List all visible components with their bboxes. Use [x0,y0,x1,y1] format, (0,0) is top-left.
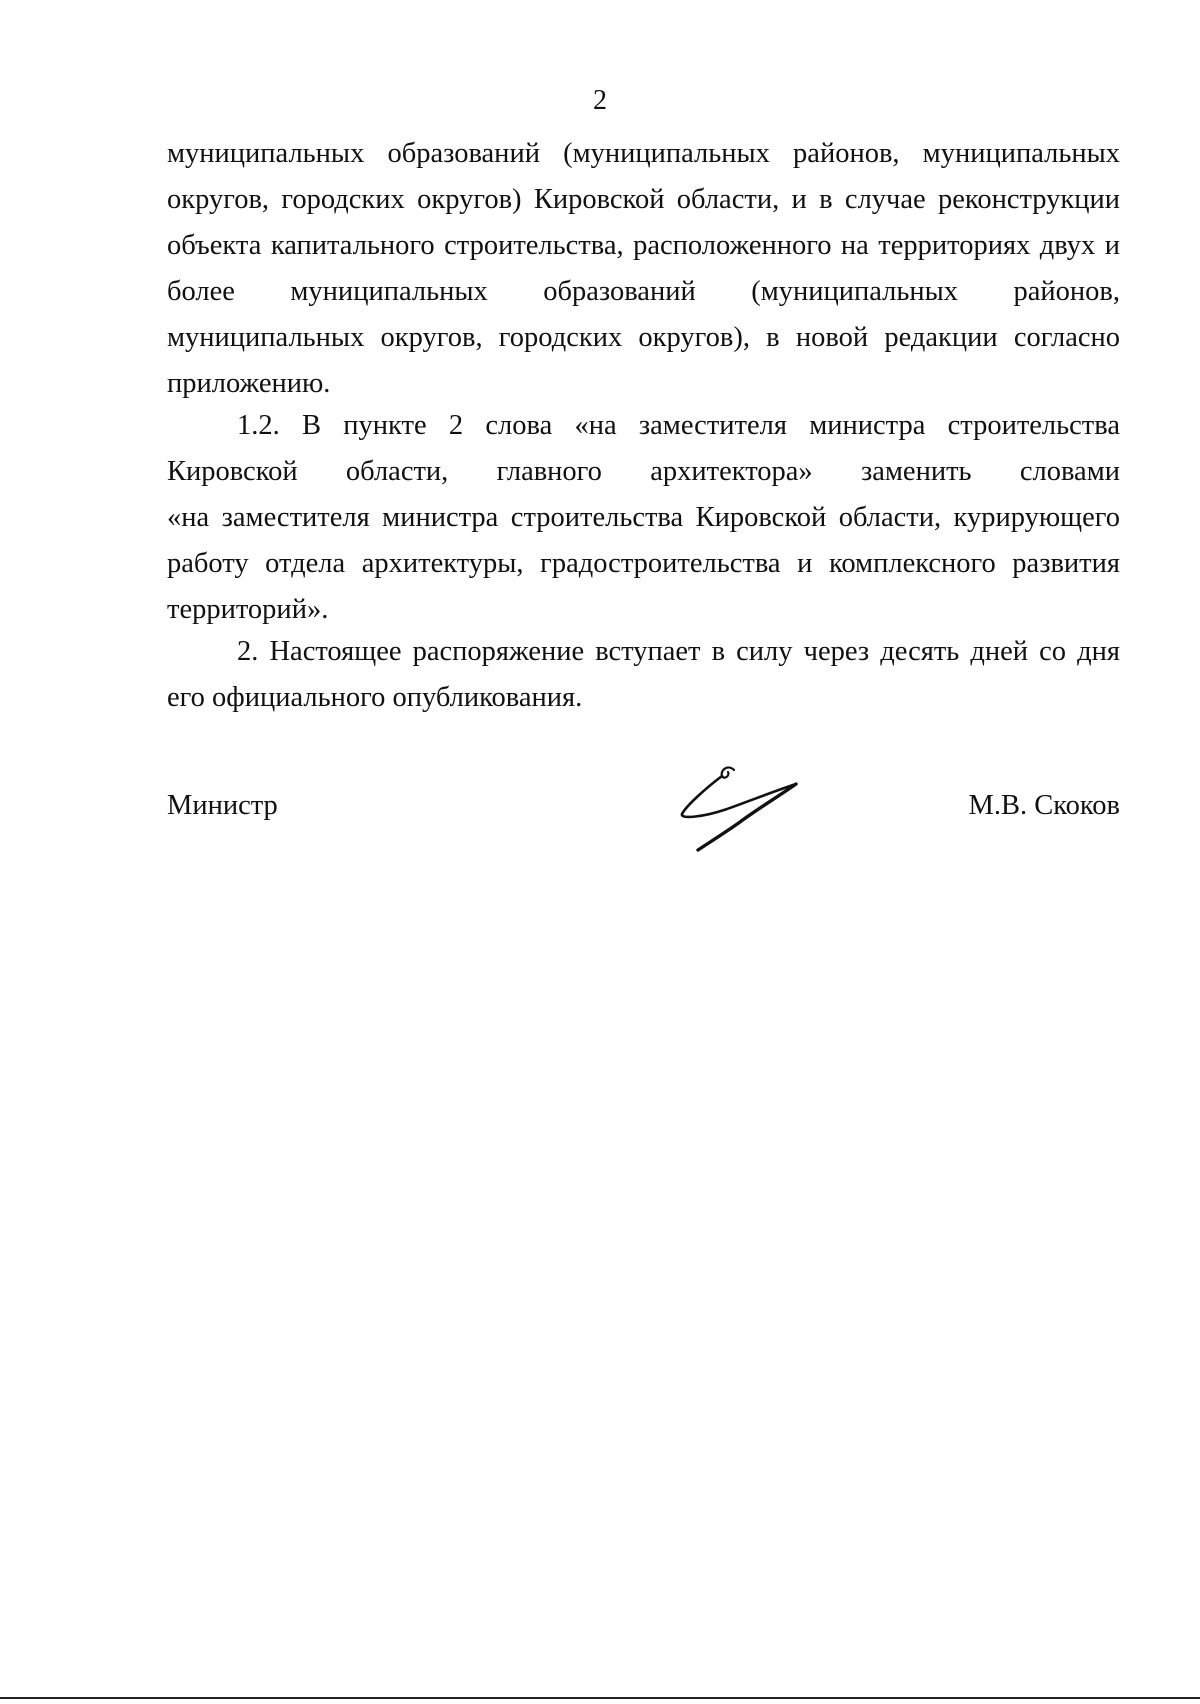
paragraph-2-line: работу отдела архитектуры, градостроительства и комплексного развития [167,548,1120,579]
paragraph-2-line: «на заместителя министра строительства Кировской области, курирующего [167,502,1120,533]
signatory-title: Министр [167,790,278,821]
paragraph-3-line: 2. Настоящее распоряжение вступает в силу через десять дней со дня [237,636,1120,667]
paragraph-2-line: 1.2. В пункте 2 слова «на заместителя министра строительства [237,410,1120,441]
paragraph-1-line: более муниципальных образований (муниципальных районов, [167,276,1120,307]
paragraph-3 [167,629,1120,721]
paragraph-2 [167,403,1120,633]
paragraph-1 [167,131,1120,407]
paragraph-2-line: Кировской области, главного архитектора» заменить словами [167,456,1120,487]
paragraph-1-line: муниципальных округов, городских округов), в новой редакции согласно [167,322,1120,353]
handwritten-signature [676,758,806,858]
signatory-name: М.В. Скоков [968,790,1120,821]
page-number: 2 [593,85,607,116]
paragraph-3-line: его официального опубликования. [167,682,583,713]
paragraph-1-line: муниципальных образований (муниципальных районов, муниципальных [167,138,1120,169]
paragraph-1-line: объекта капитального строительства, расположенного на территориях двух и [167,230,1120,261]
paragraph-2-line: территорий». [167,594,329,625]
paragraph-1-line: округов, городских округов) Кировской области, и в случае реконструкции [167,184,1120,215]
bottom-page-edge [0,1697,1200,1699]
signature-block [167,783,1120,829]
paragraph-1-line: приложению. [167,368,331,399]
